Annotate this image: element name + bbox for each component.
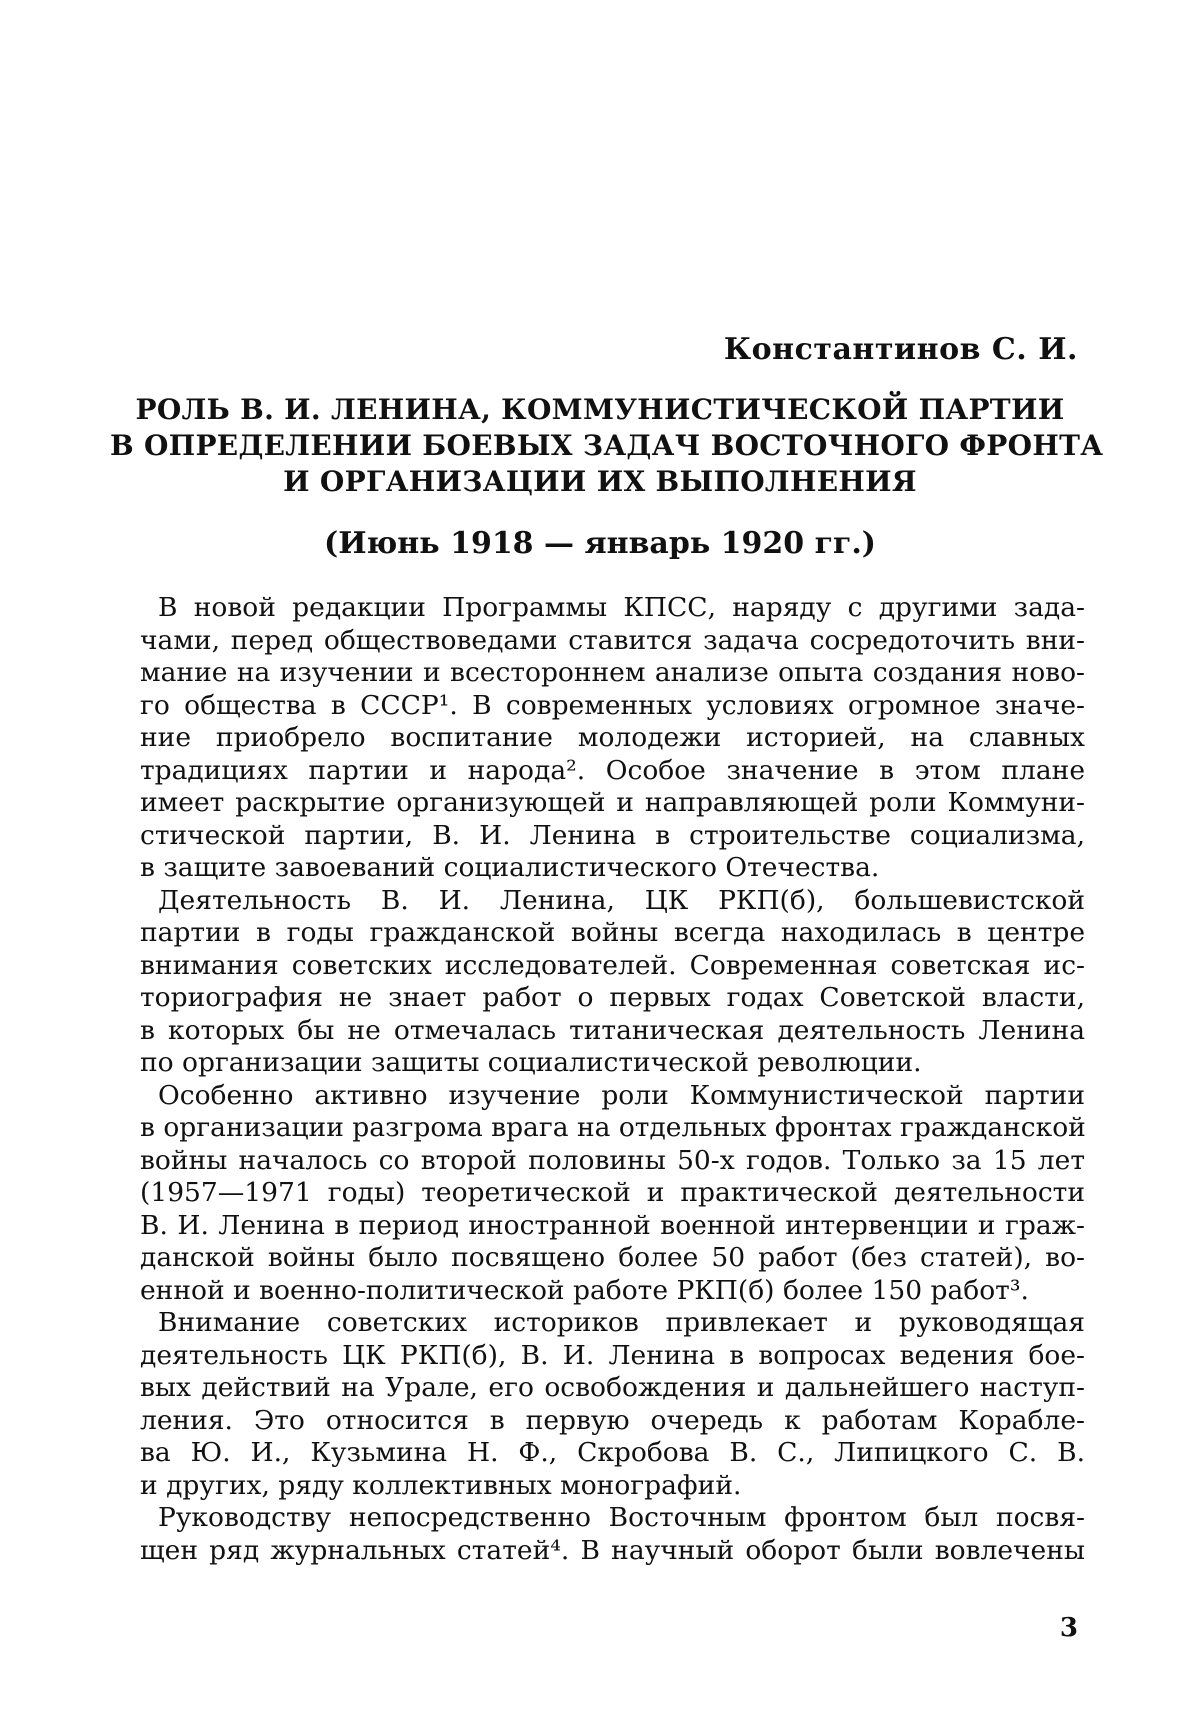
text-line: вых действий на Урале, его освобождения и дальнейшего наступ- bbox=[140, 1372, 1085, 1403]
article-body bbox=[140, 592, 1085, 1567]
text-line: войны началось со второй половины 50-х годов. Только за 15 лет bbox=[140, 1144, 1085, 1176]
text-line: Внимание советских историков привлекает и руководящая bbox=[158, 1307, 1085, 1338]
page-number: 3 bbox=[1059, 1613, 1078, 1643]
title-line: РОЛЬ В. И. ЛЕНИНА, КОММУНИСТИЧЕСКОЙ ПАРТИИ bbox=[135, 393, 1065, 426]
text-line: го общества в СССР¹. В современных условиях огромное значе- bbox=[140, 689, 1085, 721]
text-line: имеет раскрытие организующей и направляющей роли Коммуни- bbox=[140, 787, 1085, 818]
text-line: ления. Это относится в первую очередь к работам Корабле- bbox=[140, 1404, 1085, 1436]
title-line: В ОПРЕДЕЛЕНИИ БОЕВЫХ ЗАДАЧ ВОСТОЧНОГО ФРОНТА bbox=[110, 429, 1104, 462]
article-title bbox=[110, 392, 1104, 500]
text-line: и других, ряду коллективных монографий. bbox=[140, 1469, 742, 1501]
author-name: Константинов С. И. bbox=[723, 332, 1078, 367]
text-line: партии в годы гражданской войны всегда находилась в центре bbox=[140, 917, 1085, 948]
text-line: мание на изучении и всестороннем анализе опыта создания ново- bbox=[140, 657, 1085, 688]
paragraph bbox=[140, 592, 1085, 885]
text-line: ва Ю. И., Кузьмина Н. Ф., Скробова В. С., Липицкого С. В. bbox=[140, 1437, 1085, 1468]
text-line: данской войны было посвящено более 50 работ (без статей), во- bbox=[140, 1242, 1085, 1273]
text-line: деятельность ЦК РКП(б), В. И. Ленина в вопросах ведения бое- bbox=[140, 1339, 1085, 1371]
text-line: в организации разгрома врага на отдельных фронтах гражданской bbox=[140, 1112, 1086, 1143]
paragraph bbox=[140, 1080, 1085, 1308]
text-line: Деятельность В. И. Ленина, ЦК РКП(б), большевистской bbox=[158, 884, 1085, 916]
text-line: (1957—1971 годы) теоретической и практической деятельности bbox=[140, 1177, 1085, 1208]
text-line: В. И. Ленина в период иностранной военной интервенции и граж- bbox=[140, 1209, 1085, 1241]
text-line: ние приобрело воспитание молодежи историей, на славных bbox=[140, 722, 1085, 753]
text-line: внимания советских исследователей. Современная советская ис- bbox=[140, 949, 1085, 981]
text-line: Особенно активно изучение роли Коммунистической партии bbox=[158, 1079, 1085, 1111]
text-line: чами, перед обществоведами ставится задача сосредоточить вни- bbox=[140, 624, 1085, 656]
text-line: щен ряд журнальных статей⁴. В научный оборот были вовлечены bbox=[140, 1534, 1085, 1566]
text-line: по организации защиты социалистической революции. bbox=[140, 1047, 922, 1078]
text-line: енной и военно-политической работе РКП(б) более 150 работ³. bbox=[140, 1274, 1029, 1306]
text-line: В новой редакции Программы КПСС, наряду с другими зада- bbox=[158, 592, 1085, 623]
text-line: Руководству непосредственно Восточным фронтом был посвя- bbox=[158, 1502, 1085, 1533]
paragraph bbox=[140, 885, 1085, 1080]
text-line: в которых бы не отмечалась титаническая деятельность Ленина bbox=[140, 1014, 1085, 1046]
title-line: И ОРГАНИЗАЦИИ ИХ ВЫПОЛНЕНИЯ bbox=[283, 465, 917, 498]
text-line: стической партии, В. И. Ленина в строительстве социализма, bbox=[140, 819, 1085, 851]
text-line: ториография не знает работ о первых годах Советской власти, bbox=[140, 982, 1085, 1013]
text-line: в защите завоеваний социалистического Отечества. bbox=[140, 852, 880, 883]
paragraph bbox=[140, 1307, 1085, 1502]
article-subtitle-dates: (Июнь 1918 — январь 1920 гг.) bbox=[324, 526, 876, 561]
paragraph bbox=[140, 1502, 1085, 1567]
text-line: традициях партии и народа². Особое значение в этом плане bbox=[140, 754, 1085, 786]
